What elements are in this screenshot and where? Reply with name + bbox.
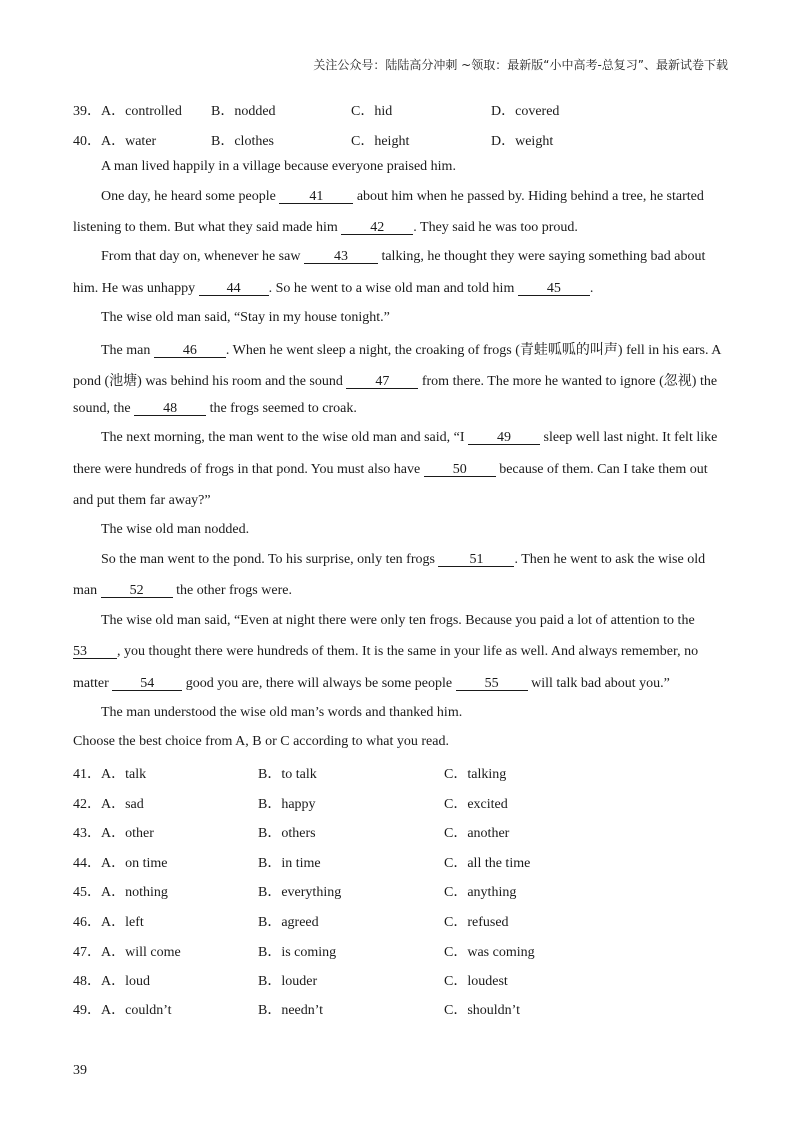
question-number: 43．: [73, 826, 101, 841]
option-c: C．anything: [444, 885, 517, 900]
option-b: B．agreed: [258, 915, 319, 930]
option-a: A．couldn’t: [101, 1003, 172, 1018]
passage-paragraph-9-line-1: The wise old man said, “Even at night there were only ten frogs. Because you paid a lot of attention to the: [101, 613, 695, 628]
option-b: B．others: [258, 826, 316, 841]
blank-43: 43: [304, 250, 378, 264]
blank-50: 50: [424, 463, 496, 477]
blank-52: 52: [101, 584, 173, 598]
passage-paragraph-5-line-2: pond (池塘) was behind his room and the sound 47 from there. The more he wanted to ignore (忽视) the: [73, 374, 718, 389]
blank-47: 47: [346, 375, 418, 389]
question-number: 39．: [73, 104, 101, 119]
passage-paragraph-9-line-3: matter 54 good you are, there will always be some people 55 will talk bad about you.”: [73, 676, 670, 691]
option-b: B．needn’t: [258, 1003, 324, 1018]
question-number: 42．: [73, 797, 101, 812]
blank-55: 55: [456, 677, 528, 691]
question-number: 40．: [73, 134, 101, 149]
instruction-text: Choose the best choice from A, B or C according to what you read.: [73, 734, 449, 749]
option-b: B．nodded: [211, 104, 276, 119]
blank-42: 42: [341, 221, 413, 235]
passage-paragraph-2-line-1: One day, he heard some people 41 about him when he passed by. Hiding behind a tree, he started: [101, 189, 704, 204]
option-c: C．height: [351, 134, 410, 149]
passage-paragraph-7: The wise old man nodded.: [101, 522, 250, 537]
blank-51: 51: [438, 553, 514, 567]
passage-paragraph-8-line-2: man 52 the other frogs were.: [73, 583, 292, 598]
blank-46: 46: [154, 344, 226, 358]
option-b: B．louder: [258, 974, 318, 989]
option-b: B．to talk: [258, 767, 317, 782]
passage-paragraph-5-line-3: sound, the 48 the frogs seemed to croak.: [73, 401, 357, 416]
option-c: C．refused: [444, 915, 509, 930]
blank-54: 54: [112, 677, 182, 691]
question-number: 41．: [73, 767, 101, 782]
option-a: A．sad: [101, 797, 144, 812]
passage-paragraph-3-line-1: From that day on, whenever he saw 43 talking, he thought they were saying something bad about: [101, 249, 706, 264]
passage-paragraph-2-line-2: listening to them. But what they said made him 42 . They said he was too proud.: [73, 220, 578, 235]
option-a: A．loud: [101, 974, 150, 989]
option-b: B．happy: [258, 797, 316, 812]
option-c: C．was coming: [444, 945, 535, 960]
option-c: C．talking: [444, 767, 507, 782]
option-b: B．everything: [258, 885, 342, 900]
option-c: C．another: [444, 826, 510, 841]
option-c: C．loudest: [444, 974, 508, 989]
option-a: A．will come: [101, 945, 181, 960]
blank-49: 49: [468, 431, 540, 445]
option-b: B．in time: [258, 856, 321, 871]
page-number: 39: [73, 1063, 87, 1078]
question-number: 47．: [73, 945, 101, 960]
option-a: A．water: [101, 134, 157, 149]
passage-paragraph-10: The man understood the wise old man’s words and thanked him.: [101, 705, 463, 720]
option-a: A．controlled: [101, 104, 182, 119]
option-d: D．weight: [491, 134, 554, 149]
question-number: 45．: [73, 885, 101, 900]
passage-paragraph-1: A man lived happily in a village because everyone praised him.: [101, 159, 456, 174]
passage-paragraph-6-line-3: and put them far away?”: [73, 493, 211, 508]
question-number: 49．: [73, 1003, 101, 1018]
option-a: A．other: [101, 826, 154, 841]
blank-53: 53: [73, 645, 117, 659]
option-b: B．clothes: [211, 134, 274, 149]
passage-paragraph-5-line-1: The man 46 . When he went sleep a night, the croaking of frogs (青蛙呱呱的叫声) fell in his ears. A: [101, 343, 722, 358]
option-d: D．covered: [491, 104, 560, 119]
option-a: A．talk: [101, 767, 147, 782]
question-number: 48．: [73, 974, 101, 989]
blank-48: 48: [134, 402, 206, 416]
page-header-notice: 关注公众号：陆陆高分冲刺 ~领取：最新版“小中高考-总复习”、最新试卷下载: [313, 58, 728, 72]
blank-45: 45: [518, 282, 590, 296]
question-number: 44．: [73, 856, 101, 871]
blank-41: 41: [279, 190, 353, 204]
passage-paragraph-6-line-1: The next morning, the man went to the wise old man and said, “I 49 sleep well last night. It felt like: [101, 430, 718, 445]
option-c: C．all the time: [444, 856, 531, 871]
option-c: C．hid: [351, 104, 393, 119]
option-a: A．on time: [101, 856, 168, 871]
blank-44: 44: [199, 282, 269, 296]
option-a: A．nothing: [101, 885, 168, 900]
option-b: B．is coming: [258, 945, 337, 960]
passage-paragraph-3-line-2: him. He was unhappy 44 . So he went to a wise old man and told him 45 .: [73, 281, 594, 296]
passage-paragraph-4: The wise old man said, “Stay in my house tonight.”: [101, 310, 390, 325]
passage-paragraph-9-line-2: 53 , you thought there were hundreds of them. It is the same in your life as well. And always remember, no: [73, 644, 699, 659]
option-c: C．shouldn’t: [444, 1003, 520, 1018]
option-a: A．left: [101, 915, 144, 930]
passage-paragraph-8-line-1: So the man went to the pond. To his surprise, only ten frogs 51 . Then he went to ask the wise old: [101, 552, 706, 567]
passage-paragraph-6-line-2: there were hundreds of frogs in that pond. You must also have 50 because of them. Can I take them out: [73, 462, 708, 477]
question-number: 46．: [73, 915, 101, 930]
option-c: C．excited: [444, 797, 508, 812]
